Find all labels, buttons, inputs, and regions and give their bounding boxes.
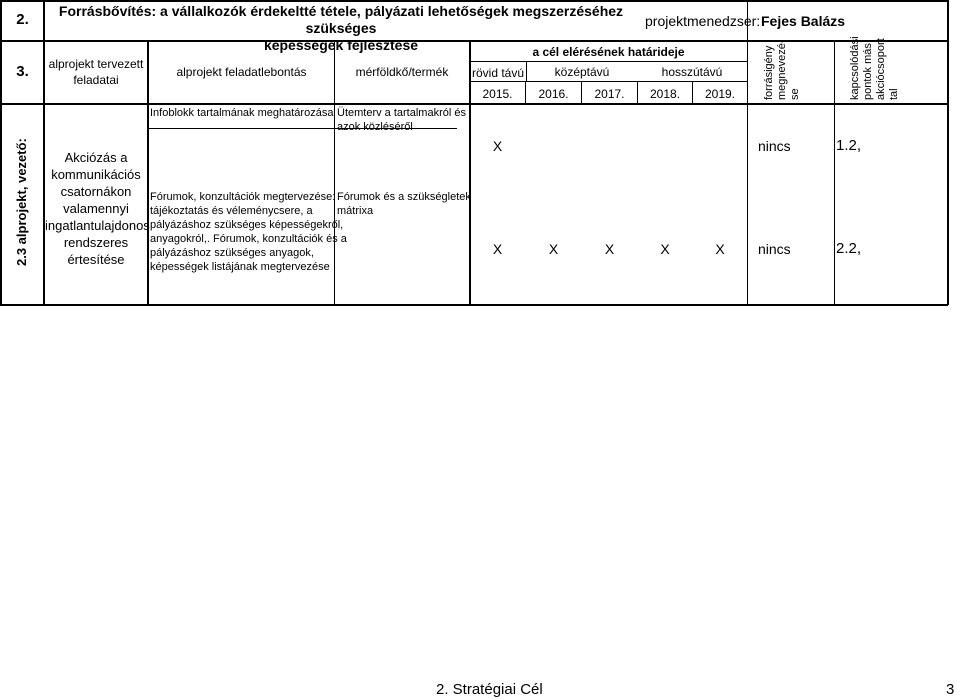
action-line4: valamennyi (63, 201, 129, 216)
row2-resource: nincs (758, 241, 791, 257)
row2-x-2019: X (715, 241, 725, 257)
row2-x-2016: X (548, 241, 559, 257)
long-term-header: hosszútávú (661, 65, 723, 79)
task-breakdown-header: alprojekt feladatlebontás (176, 65, 307, 79)
section-title-line2: képességek fejlesztése (263, 37, 419, 53)
action-line3: csatornákon (60, 184, 132, 199)
sheet-name: 2. Stratégiai Cél (436, 681, 543, 698)
project-manager-label: projektmenedzser: (645, 13, 761, 29)
row2-x-2018: X (660, 241, 670, 257)
action-line5: ingatlantulajdonos (45, 218, 150, 233)
row1-task: Infoblokk tartalmának meghatározása (150, 107, 334, 119)
row2-x-2017: X (604, 241, 615, 257)
row2-task-line5: pályázáshoz szükséges anyagok, (150, 247, 314, 259)
action-description (45, 149, 150, 268)
connection-points-line2: pontok más (862, 43, 874, 100)
row1-milestone-line1: Ütemterv a tartalmakról és (337, 107, 466, 119)
row1-resource: nincs (758, 138, 791, 154)
connection-points-line1: kapcsolódási (849, 36, 861, 100)
page-number: 3 (946, 681, 955, 698)
row-number-3: 3. (16, 63, 29, 80)
milestone-header: mérföldkő/termék (355, 65, 449, 79)
row2-milestone-line2: mátrixa (337, 205, 374, 217)
row2-task-line4: anyagokról,. Fórumok, konzultációk és a (150, 233, 347, 245)
year-2016: 2016. (538, 87, 569, 101)
row2-x-2015: X (492, 241, 503, 257)
section-title-line1: Forrásbővítés: a vállalkozók érdekeltté tétele, pályázati lehetőségek megszerzéséhez szükséges (58, 3, 624, 36)
year-2017: 2017. (594, 87, 625, 101)
project-manager-name: Fejes Balázs (761, 13, 846, 29)
row2-task (150, 190, 347, 274)
resource-need-line1: forrásigény (763, 45, 775, 100)
resource-need-line3: se (789, 88, 801, 100)
action-line1: Akciózás a (64, 150, 128, 165)
subproject-side-label: 2.3 alprojekt, vezető: (14, 138, 29, 266)
short-term-header: rövid távú (471, 66, 525, 80)
mid-term-header: középtávú (554, 65, 610, 79)
row2-task-line3: pályázáshoz szükséges képességekről, (150, 219, 344, 231)
action-line6: rendszeres (63, 235, 129, 250)
action-line2: kommunikációs (51, 167, 141, 182)
subproject-tasks-header (45, 56, 147, 88)
connection-points-line4: tal (888, 88, 900, 100)
connection-points-header (849, 36, 901, 100)
row1-connection: 1.2, (836, 137, 862, 154)
row1-milestone (337, 106, 466, 134)
connection-points-line3: akciócsoport (875, 38, 887, 100)
year-2015: 2015. (482, 87, 513, 101)
row2-task-line6: képességek listájának megtervezése (150, 261, 330, 273)
resource-need-line2: megnevezé- (776, 39, 788, 100)
year-2019: 2019. (704, 87, 736, 101)
row-number-2: 2. (16, 11, 29, 28)
action-line7: értesítése (67, 252, 125, 267)
subproject-tasks-header-line1: alprojekt tervezett (48, 57, 144, 71)
resource-need-header (763, 39, 802, 100)
year-2018: 2018. (649, 87, 681, 101)
row1-x-2015: X (492, 138, 503, 154)
row1-milestone-line2: azok közléséről (337, 121, 413, 133)
row2-task-line2: tájékoztatás és véleménycsere, a (150, 205, 313, 217)
row2-connection: 2.2, (836, 240, 862, 257)
deadline-header: a cél elérésének határideje (532, 45, 685, 59)
row2-milestone (337, 190, 471, 218)
row2-task-line1: Fórumok, konzultációk megtervezése: (150, 191, 336, 203)
subproject-tasks-header-line2: feladatai (73, 73, 119, 87)
row2-milestone-line1: Fórumok és a szükségletek (337, 191, 471, 203)
